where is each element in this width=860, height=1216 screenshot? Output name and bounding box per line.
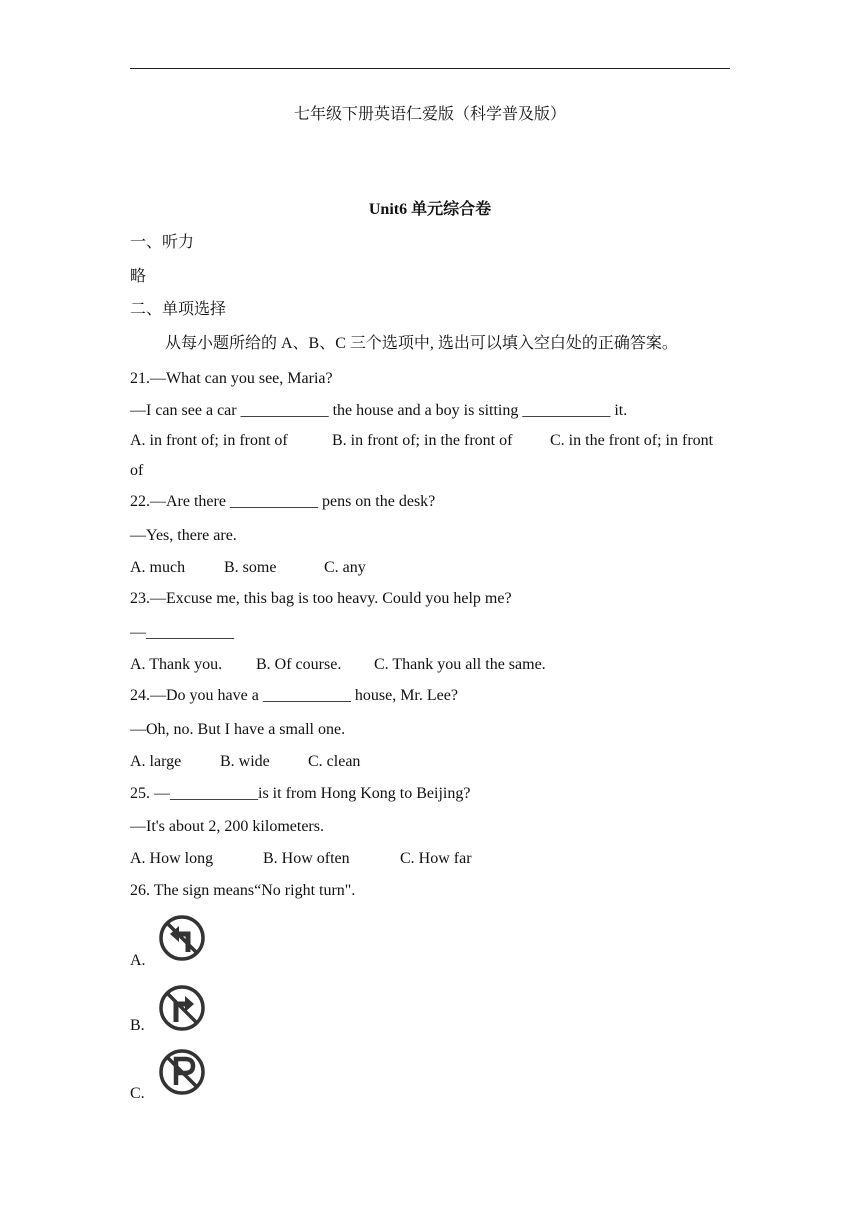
q24-option-c: C. clean bbox=[308, 753, 361, 770]
header-rule bbox=[130, 68, 730, 69]
q21-option-c: C. in the front of; in front bbox=[550, 432, 714, 449]
no-right-turn-sign-icon bbox=[158, 984, 206, 1032]
q22-response: —Yes, there are. bbox=[130, 527, 237, 544]
q22-option-b: B. some bbox=[224, 559, 277, 576]
choice-instruction: 从每小题所给的 A、B、C 三个选项中, 选出可以填入空白处的正确答案。 bbox=[165, 335, 678, 352]
q21-option-c-wrap: of bbox=[130, 462, 144, 479]
q23-option-a: A. Thank you. bbox=[130, 656, 223, 673]
q21-response: —I can see a car ___________ the house and a boy is sitting ___________ it. bbox=[130, 402, 628, 419]
q22-option-c: C. any bbox=[324, 559, 366, 576]
q25-response: —It's about 2, 200 kilometers. bbox=[130, 818, 324, 835]
q24-prompt: 24.—Do you have a ___________ house, Mr. Lee? bbox=[130, 687, 458, 704]
q26-option-c-label: C. bbox=[130, 1085, 145, 1102]
q24-option-a: A. large bbox=[130, 753, 182, 770]
q23-option-c: C. Thank you all the same. bbox=[374, 656, 546, 673]
q26-prompt: 26. The sign means“No right turn". bbox=[130, 882, 356, 899]
q25-prompt: 25. —___________is it from Hong Kong to Beijing? bbox=[130, 785, 471, 802]
q21-option-a: A. in front of; in front of bbox=[130, 432, 288, 449]
q24-response: —Oh, no. But I have a small one. bbox=[130, 721, 346, 738]
choice-heading: 二、单项选择 bbox=[130, 301, 227, 318]
listening-heading: 一、听力 bbox=[130, 234, 195, 251]
q25-option-a: A. How long bbox=[130, 850, 214, 867]
listening-note: 略 bbox=[130, 268, 147, 285]
page-title: 七年级下册英语仁爱版（科学普及版） bbox=[293, 106, 566, 123]
q24-option-b: B. wide bbox=[220, 753, 270, 770]
q25-option-c: C. How far bbox=[400, 850, 472, 867]
q21-prompt: 21.—What can you see, Maria? bbox=[130, 370, 333, 387]
no-left-turn-sign-icon bbox=[158, 914, 206, 962]
q21-option-b: B. in front of; in the front of bbox=[332, 432, 513, 449]
q22-prompt: 22.—Are there ___________ pens on the desk? bbox=[130, 493, 436, 510]
q26-option-a-label: A. bbox=[130, 952, 146, 969]
q25-option-b: B. How often bbox=[263, 850, 350, 867]
q22-option-a: A. much bbox=[130, 559, 186, 576]
unit-title: Unit6 单元综合卷 bbox=[368, 201, 492, 218]
q26-option-b-label: B. bbox=[130, 1017, 145, 1034]
q23-option-b: B. Of course. bbox=[256, 656, 342, 673]
no-parking-sign-icon bbox=[158, 1048, 206, 1096]
q23-response: —___________ bbox=[130, 624, 234, 641]
q23-prompt: 23.—Excuse me, this bag is too heavy. Could you help me? bbox=[130, 590, 512, 607]
